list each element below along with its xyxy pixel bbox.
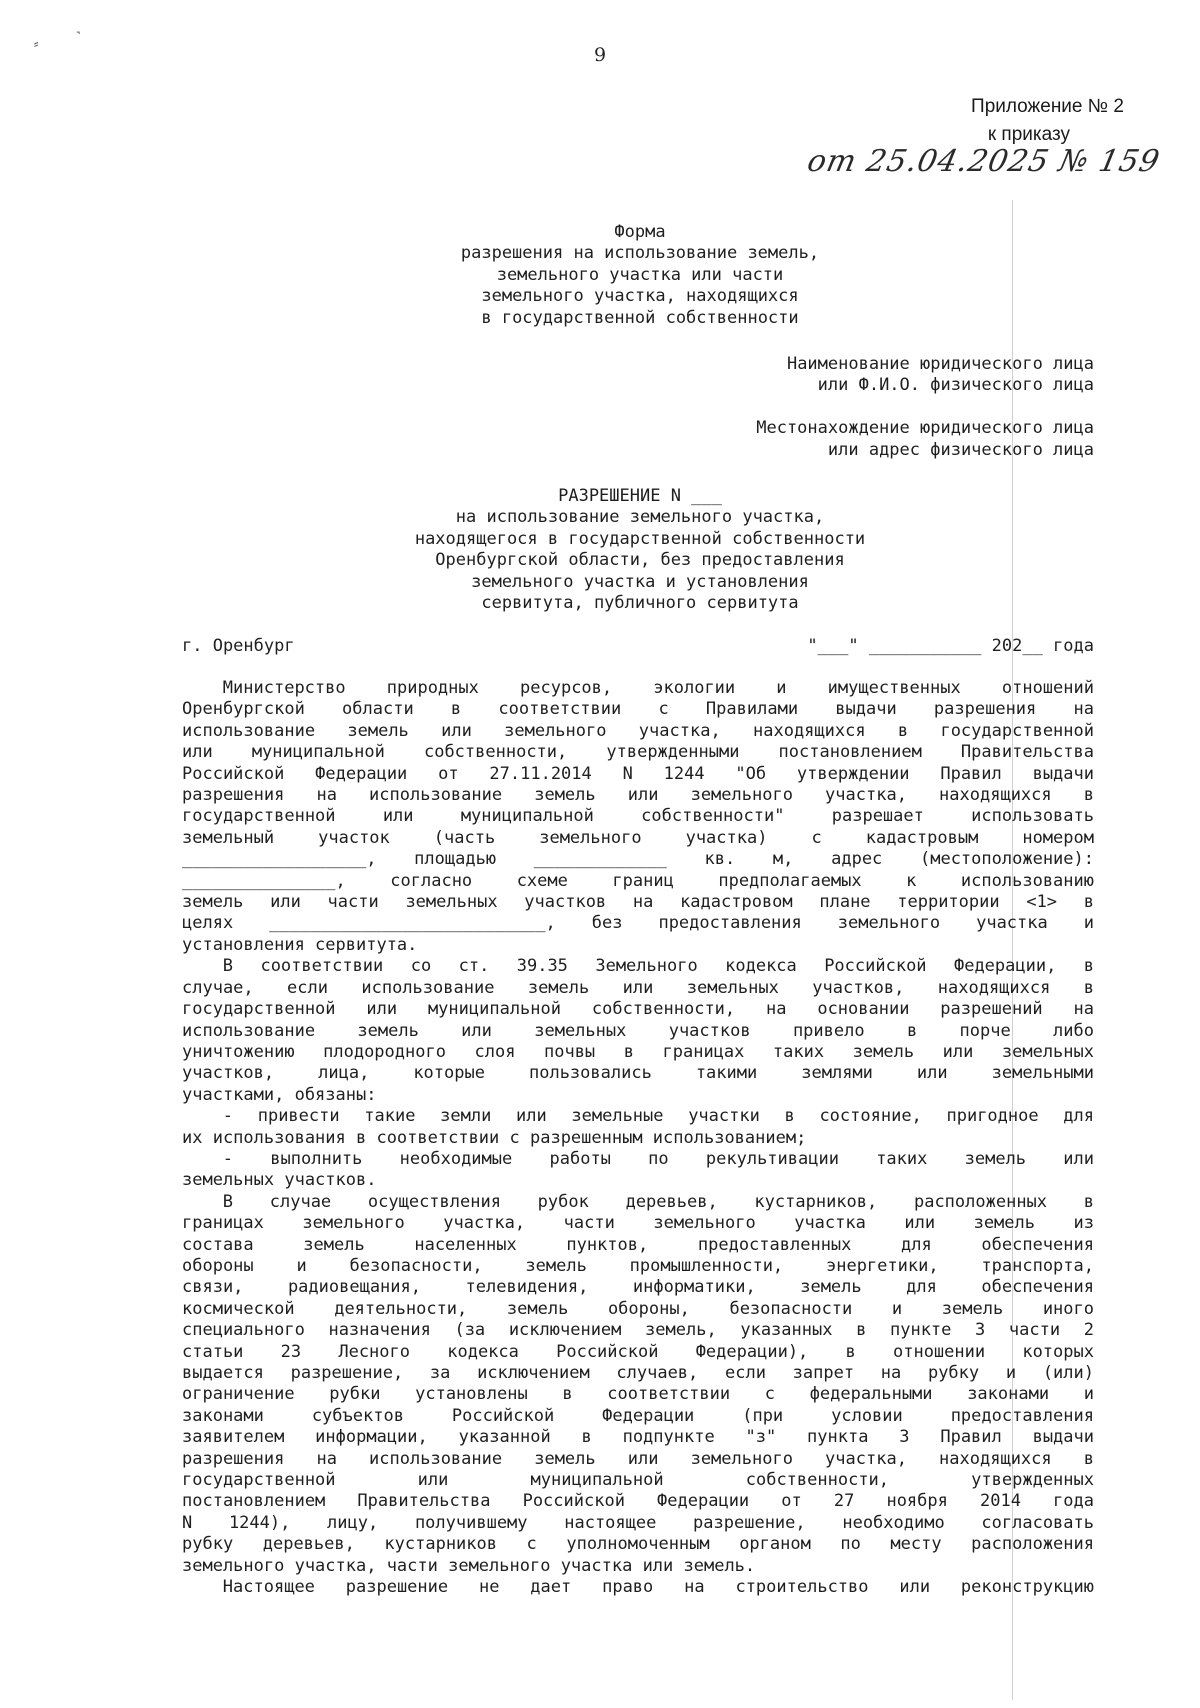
body-line: государственной или муниципальной собственности" разрешает использовать xyxy=(182,806,1094,827)
permit-title-line: сервитута, публичного сервитута xyxy=(481,593,799,614)
body-line: законами субъектов Российской Федерации (при условии предоставления xyxy=(182,1405,1094,1426)
body-line: Оренбургской области в соответствии с Правилами выдачи разрешения на xyxy=(182,699,1094,720)
body-line: заявителем информации, указанной в подпункте "з" пункта 3 Правил выдачи xyxy=(182,1427,1094,1448)
body-line: - выполнить необходимые работы по рекультивации таких земель или xyxy=(222,1148,1094,1169)
addressee-spacer xyxy=(600,397,1094,418)
body-line: Министерство природных ресурсов, экологии и имущественных отношений xyxy=(222,678,1094,698)
permit-body xyxy=(182,678,1094,1598)
appendix-title: Приложение № 2 xyxy=(971,96,1124,117)
body-line: государственной или муниципальной собственности, утвержденных xyxy=(182,1470,1094,1491)
body-line: установления сервитута. xyxy=(182,934,418,955)
addressee-line: или адрес физического лица xyxy=(827,439,1094,460)
body-line: земельного участка, части земельного участка или земель. xyxy=(182,1555,756,1576)
permit-title-line: находящегося в государственной собственности xyxy=(414,528,866,549)
body-line: земельных участков. xyxy=(182,1170,377,1191)
body-line: Настоящее разрешение не дает право на строительство или реконструкцию xyxy=(222,1577,1094,1598)
permit-title-line: на использование земельного участка, xyxy=(455,507,825,528)
appendix-subtitle: к приказу xyxy=(987,124,1070,145)
place: г. Оренбург xyxy=(182,636,295,656)
addressee-block xyxy=(600,354,1094,461)
page-number: 9 xyxy=(593,44,607,66)
permit-title-line: РАЗРЕШЕНИЕ N ___ xyxy=(558,486,722,506)
body-line: обороны и безопасности, земель промышленности, энергетики, транспорта, xyxy=(182,1255,1094,1276)
body-line: состава земель населенных пунктов, предоставленных для обеспечения xyxy=(182,1234,1094,1255)
body-line: статьи 23 Лесного кодекса Российской Федерации), в отношении которых xyxy=(182,1341,1094,1362)
form-title-line: Форма xyxy=(614,222,666,242)
body-line: выдается разрешение, за исключением случаев, если запрет на рубку и (или) xyxy=(182,1363,1094,1383)
body-line: границах земельного участка, части земельного участка или земель из xyxy=(182,1213,1094,1234)
body-line: связи, радиовещания, телевидения, информатики, земель для обеспечения xyxy=(182,1277,1094,1298)
body-line: космической деятельности, земель обороны, безопасности и земель иного xyxy=(182,1298,1094,1319)
body-line: N 1244), лицу, получившему настоящее разрешение, необходимо согласовать xyxy=(182,1512,1094,1533)
form-title-line: земельного участка или части xyxy=(496,264,784,285)
body-line: участками, обязаны: xyxy=(182,1084,377,1105)
date-line: "___" ___________ 202__ года xyxy=(807,636,1094,656)
scan-speck: ⸗ xyxy=(32,36,41,52)
permit-title-line: земельного участка и установления xyxy=(471,571,809,592)
scan-speck: ˺ xyxy=(74,30,83,46)
body-line: использование земель или земельных участков привело в порче либо xyxy=(182,1020,1094,1041)
form-title xyxy=(340,222,940,329)
body-line: В случае осуществления рубок деревьев, кустарников, расположенных в xyxy=(222,1191,1094,1212)
addressee-line: или Ф.И.О. физического лица xyxy=(817,375,1094,396)
body-line: В соответствии со ст. 39.35 Земельного кодекса Российской Федерации, в xyxy=(222,956,1094,977)
body-line: их использования в соответствии с разрешенным использованием; xyxy=(182,1127,807,1148)
body-line: земельный участок (часть земельного участка) с кадастровым номером xyxy=(182,827,1094,848)
body-line: разрешения на использование земель или земельного участка, находящихся в xyxy=(182,1448,1094,1469)
body-line: __________________, площадью _____________ кв. м, адрес (местоположение): xyxy=(182,849,1094,870)
form-title-line: земельного участка, находящихся xyxy=(481,286,799,307)
permit-title-line: Оренбургской области, без предоставления xyxy=(435,550,845,571)
body-line: специального назначения (за исключением земель, указанных в пункте 3 части 2 xyxy=(182,1320,1094,1341)
addressee-line: Местонахождение юридического лица xyxy=(756,418,1094,439)
body-line: _______________, согласно схеме границ предполагаемых к использованию xyxy=(182,870,1094,891)
body-line: постановлением Правительства Российской Федерации от 27 ноября 2014 года xyxy=(182,1491,1094,1512)
permit-title xyxy=(340,486,940,614)
body-line: использование земель или земельного участка, находящихся в государственной xyxy=(182,720,1094,741)
body-line: государственной или муниципальной собственности, на основании разрешений на xyxy=(182,999,1094,1020)
form-title-line: в государственной собственности xyxy=(481,307,799,328)
body-line: участков, лица, которые пользовались такими землями или земельными xyxy=(182,1063,1094,1084)
form-title-line: разрешения на использование земель, xyxy=(460,243,820,264)
body-line: земель или части земельных участков на кадастровом плане территории <1> в xyxy=(182,892,1094,913)
body-line: случае, если использование земель или земельных участков, находящихся в xyxy=(182,977,1094,998)
body-line: рубку деревьев, кустарников с уполномоченным органом по месту расположения xyxy=(182,1534,1094,1555)
body-line: Российской Федерации от 27.11.2014 N 1244 "Об утверждении Правил выдачи xyxy=(182,763,1094,784)
handwritten-order-date: от 25.04.2025 № 159 xyxy=(804,144,1164,179)
body-line: - привести такие земли или земельные участки в состояние, пригодное для xyxy=(222,1106,1094,1127)
body-line: целях ___________________________, без предоставления земельного участка и xyxy=(182,913,1094,934)
body-line: ограничение рубки установлены в соответствии с федеральными законами и xyxy=(182,1384,1094,1405)
body-line: или муниципальной собственности, утвержденными постановлением Правительства xyxy=(182,742,1094,763)
addressee-line: Наименование юридического лица xyxy=(786,354,1094,374)
body-line: разрешения на использование земель или земельного участка, находящихся в xyxy=(182,785,1094,806)
body-line: уничтожению плодородного слоя почвы в границах таких земель или земельных xyxy=(182,1041,1094,1062)
